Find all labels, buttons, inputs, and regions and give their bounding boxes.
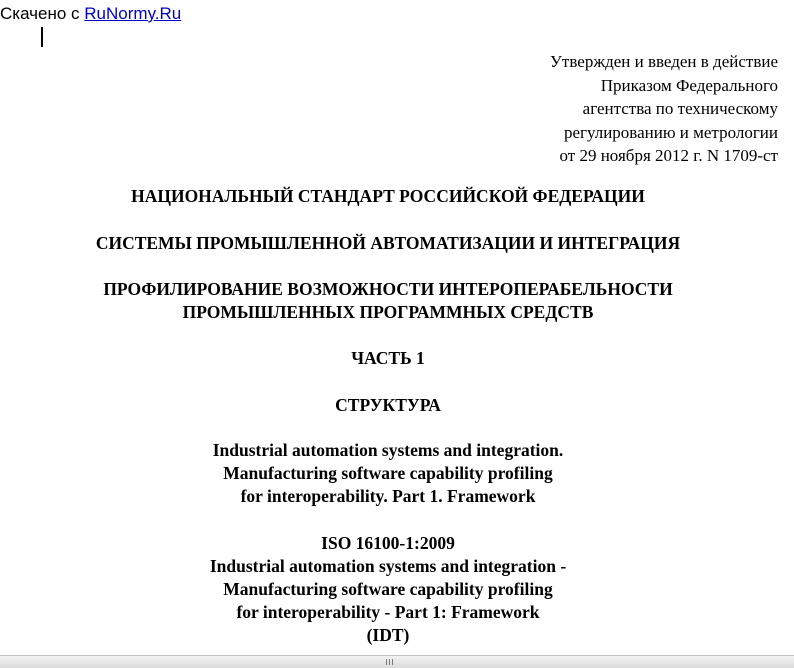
iso-number: ISO 16100-1:2009: [321, 533, 455, 553]
download-source-line: [0, 4, 181, 24]
english-title-line: Industrial automation systems and integration.: [212, 440, 564, 460]
approval-line: от 29 ноября 2012 г. N 1709-ст: [559, 146, 778, 165]
approval-line: Приказом Федерального: [600, 75, 778, 95]
english-title-line: Manufacturing software capability profiling: [223, 463, 553, 483]
series-heading: СИСТЕМЫ ПРОМЫШЛЕННОЙ АВТОМАТИЗАЦИИ И ИНТЕГРАЦИЯ: [95, 233, 681, 253]
idt-mark: (IDT): [366, 625, 410, 645]
approval-line: регулированию и метрологии: [563, 122, 778, 142]
title-line: ПРОМЫШЛЕННЫХ ПРОГРАММНЫХ СРЕДСТВ: [182, 302, 594, 322]
national-standard-heading: НАЦИОНАЛЬНЫЙ СТАНДАРТ РОССИЙСКОЙ ФЕДЕРАЦИИ: [131, 186, 645, 206]
horizontal-scrollbar[interactable]: [0, 655, 794, 668]
title-line: ПРОФИЛИРОВАНИЕ ВОЗМОЖНОСТИ ИНТЕРОПЕРАБЕЛЬНОСТИ: [103, 279, 673, 299]
downloaded-from-label: Скачено с: [0, 4, 80, 23]
iso-title-line: Manufacturing software capability profiling: [223, 579, 553, 599]
approval-line: агентства по техническому: [582, 99, 778, 118]
iso-title-line: for interoperability - Part 1: Framework: [236, 602, 540, 622]
subtitle-heading: СТРУКТУРА: [335, 395, 441, 415]
runormy-link[interactable]: RuNormy.Ru: [84, 4, 182, 23]
scrollbar-grip-icon[interactable]: [386, 659, 394, 665]
iso-reference: [0, 532, 776, 647]
part-heading: ЧАСТЬ 1: [351, 348, 425, 368]
approval-note: [550, 50, 778, 168]
text-cursor: [41, 27, 43, 47]
english-title: [0, 439, 776, 508]
approval-line: Утвержден и введен в действие: [549, 52, 778, 71]
english-title-line: for interoperability. Part 1. Framework: [240, 486, 536, 506]
iso-title-line: Industrial automation systems and integration -: [209, 556, 567, 576]
document-title: [0, 278, 776, 324]
